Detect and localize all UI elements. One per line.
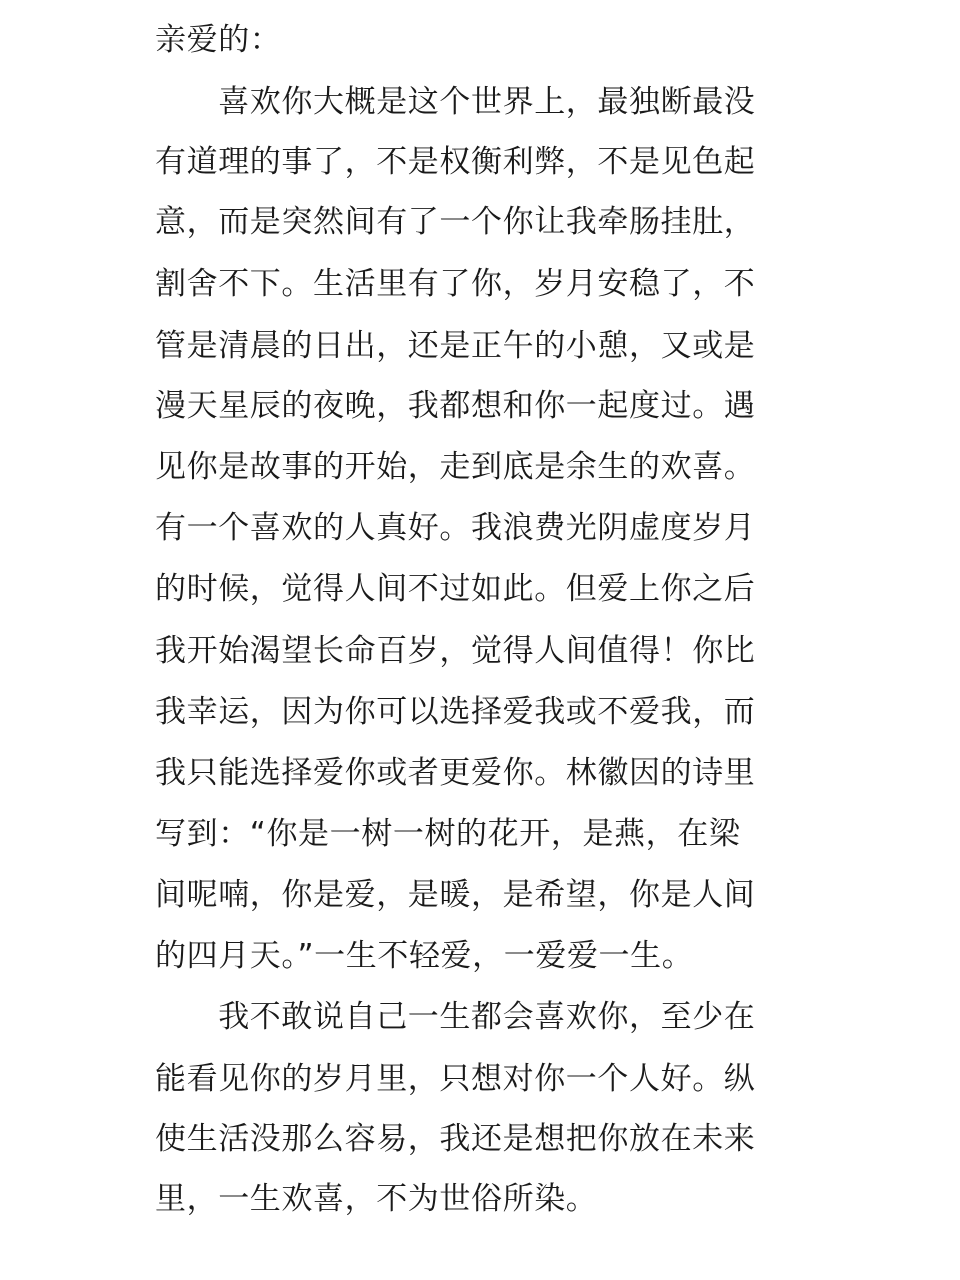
text-line: 我不敢说自己一生都会喜欢你，至少在 (155, 999, 756, 1035)
text-line: 我开始渴望长命百岁，觉得人间值得！你比 (155, 633, 756, 669)
text-line: 我只能选择爱你或者更爱你。林徽因的诗里 (155, 755, 756, 791)
text-line: 我幸运，因为你可以选择爱我或不爱我，而 (155, 694, 756, 730)
text-line: 意，而是突然间有了一个你让我牵肠挂肚， (155, 204, 756, 240)
text-line: 割舍不下。生活里有了你，岁月安稳了，不 (155, 266, 756, 302)
text-line: 使生活没那么容易，我还是想把你放在未来 (155, 1121, 756, 1157)
text-line: 写到：“你是一树一树的花开，是燕，在梁 (155, 816, 741, 852)
text-line: 的时候，觉得人间不过如此。但爱上你之后 (155, 571, 756, 607)
text-line: 见你是故事的开始，走到底是余生的欢喜。 (155, 449, 756, 485)
text-line: 间呢喃，你是爱，是暖，是希望，你是人间 (155, 877, 756, 913)
salutation: 亲爱的： (155, 22, 282, 58)
text-line: 管是清晨的日出，还是正午的小憩，又或是 (155, 328, 756, 364)
text-line: 能看见你的岁月里，只想对你一个人好。纵 (155, 1061, 756, 1097)
text-line: 有一个喜欢的人真好。我浪费光阴虚度岁月 (155, 510, 756, 546)
text-line: 喜欢你大概是这个世界上，最独断最没 (155, 84, 756, 120)
text-line: 漫天星辰的夜晚，我都想和你一起度过。遇 (155, 388, 756, 424)
text-line: 有道理的事了，不是权衡利弊，不是见色起 (155, 144, 756, 180)
text-line: 里，一生欢喜，不为世俗所染。 (155, 1181, 598, 1217)
text-line: 的四月天。”一生不轻爱，一爱爱一生。 (155, 938, 694, 974)
